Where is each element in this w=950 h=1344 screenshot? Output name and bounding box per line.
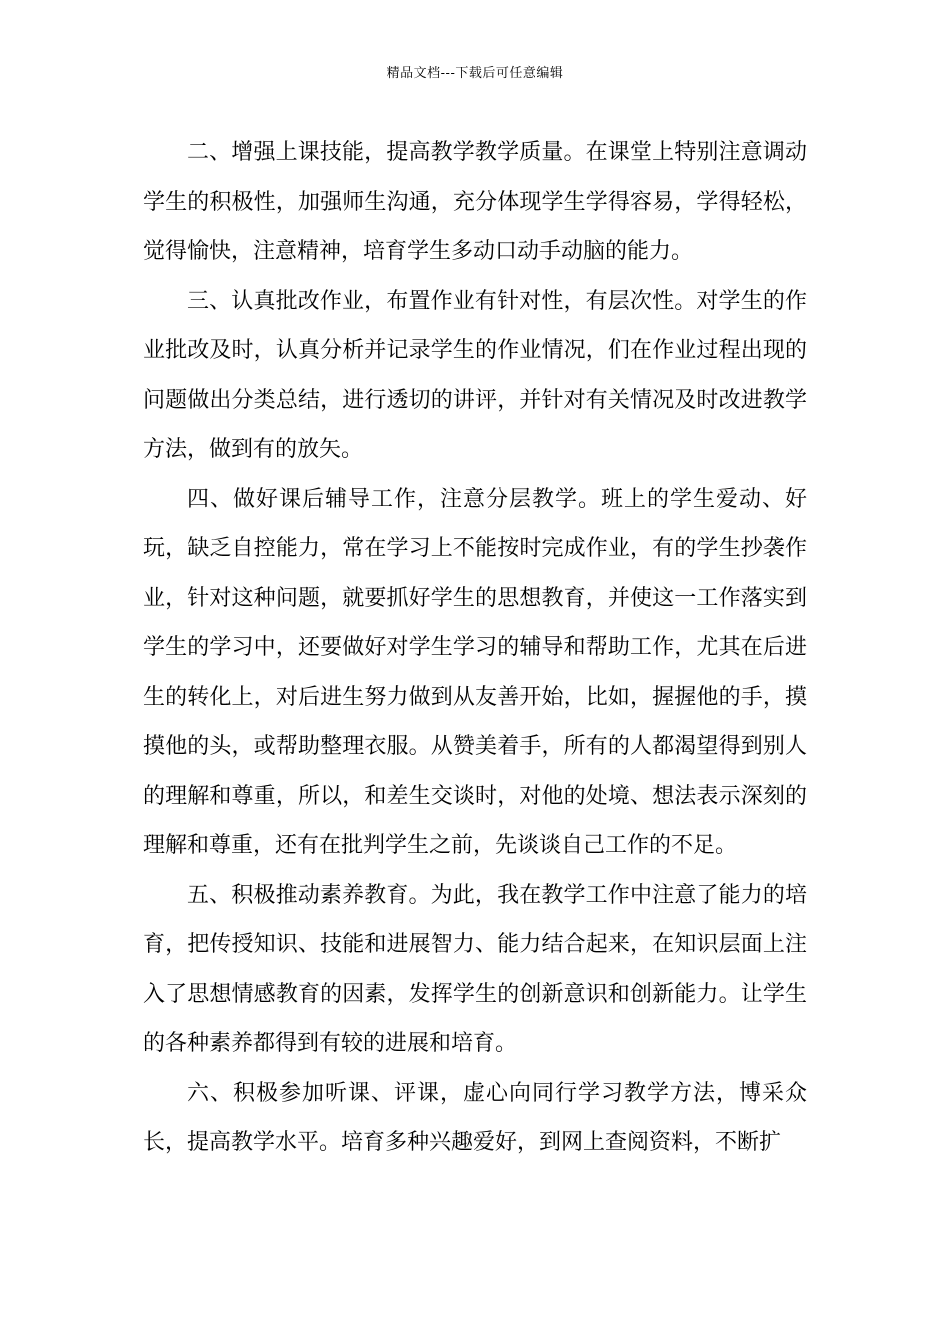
page-header: 精品文档---下载后可任意编辑	[386, 66, 564, 81]
paragraph-2: 二、增强上课技能，提高教学教学质量。在课堂上特别注意调动学生的积极性，加强师生沟通，充分体现学生学得容易，学得轻松，觉得愉快，注意精神，培育学生多动口动手动脑的能力。	[143, 140, 807, 264]
document-body	[143, 128, 807, 1168]
paragraph-4: 四、做好课后辅导工作，注意分层教学。班上的学生爱动、好玩，缺乏自控能力，常在学习上不能按时完成作业，有的学生抄袭作业，针对这种问题，就要抓好学生的思想教育，并使这一工作落实到学生的学习中，还要做好对学生学习的辅导和帮助工作，尤其在后进生的转化上，对后进生努力做到从友善开始，比如，握握他的手，摸摸他的头，或帮助整理衣服。从赞美着手，所有的人都渴望得到别人的理解和尊重，所以，和差生交谈时，对他的处境、想法表示深刻的理解和尊重，还有在批判学生之前，先谈谈自己工作的不足。	[143, 486, 807, 858]
paragraph-5: 五、积极推动素养教育。为此，我在教学工作中注意了能力的培育，把传授知识、技能和进展智力、能力结合起来，在知识层面上注入了思想情感教育的因素，发挥学生的创新意识和创新能力。让学生的各种素养都得到有较的进展和培育。	[143, 882, 807, 1056]
paragraph-6: 六、积极参加听课、评课，虚心向同行学习教学方法，博采众长，提高教学水平。培育多种兴趣爱好，到网上查阅资料，不断扩	[143, 1080, 807, 1155]
paragraph-3: 三、认真批改作业，布置作业有针对性，有层次性。对学生的作业批改及时，认真分析并记录学生的作业情况，们在作业过程出现的问题做出分类总结，进行透切的讲评，并针对有关情况及时改进教学方法，做到有的放矢。	[143, 288, 807, 462]
